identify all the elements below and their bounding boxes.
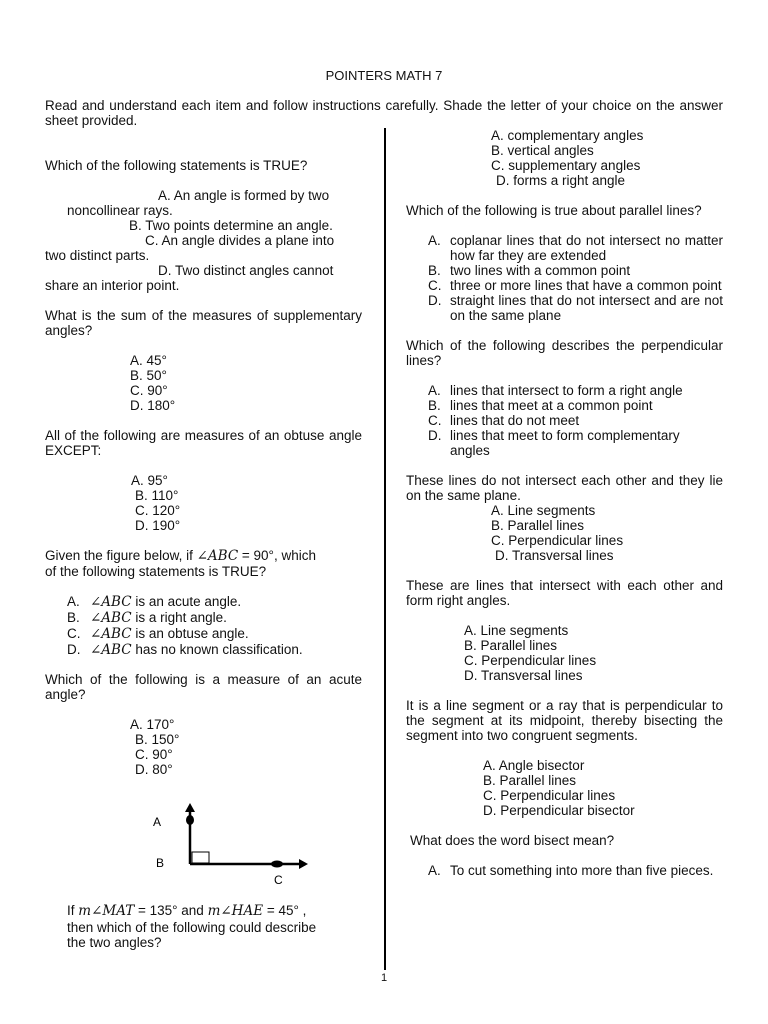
option-text: three or more lines that have a common point — [450, 278, 722, 293]
option-letter: B. — [67, 610, 80, 625]
column-divider — [384, 128, 386, 970]
question-11 — [406, 698, 723, 818]
question-text-part: = 135° and — [134, 903, 208, 918]
option-c: C. 90° — [130, 383, 168, 398]
option-c: C. An angle divides a plane into — [145, 233, 335, 248]
option-b: B. Two points determine an angle. — [129, 218, 333, 233]
option-c: C. Perpendicular lines — [491, 533, 624, 548]
question-1 — [45, 158, 362, 293]
question-text: Which of the following statements is TRUE? — [45, 158, 308, 173]
option-b: B. vertical angles — [491, 143, 594, 158]
option-b — [67, 610, 362, 626]
question-4 — [45, 548, 362, 658]
question-text-cont: then which of the following could describe — [67, 919, 317, 935]
option-d: D. 190° — [135, 518, 181, 533]
option-letter: D. — [428, 293, 442, 308]
angle-symbol: ∠ABC — [90, 642, 132, 658]
option-d: D. Transversal lines — [464, 668, 583, 683]
option-letter: C. — [428, 413, 442, 428]
question-text: Which of the following is a measure of an acute angle? — [45, 672, 362, 702]
question-5 — [45, 672, 362, 777]
option-a: A. 45° — [130, 353, 167, 368]
question-text: It is a line segment or a ray that is perpendicular to the segment at its midpoint, thereby bisecting the segment into two congruent segments. — [406, 698, 723, 743]
option-a — [428, 233, 723, 263]
option-a: A. Angle bisector — [483, 758, 585, 773]
question-9 — [406, 473, 723, 563]
label-a: A — [153, 815, 162, 829]
question-7 — [406, 203, 723, 323]
question-text — [67, 903, 367, 920]
question-text-part: = 45° , — [263, 903, 307, 918]
question-8 — [406, 338, 723, 458]
question-text-part: = 90°, which — [238, 548, 316, 563]
angle-abc-figure — [140, 800, 320, 890]
option-a: A. complementary angles — [491, 128, 644, 143]
option-d: D. Transversal lines — [495, 548, 614, 563]
option-c: C. 90° — [135, 747, 173, 762]
option-d: D. 180° — [130, 398, 176, 413]
option-text: lines that meet at a common point — [450, 398, 653, 413]
option-letter: A. — [428, 233, 441, 248]
arrow-right-icon — [299, 859, 308, 869]
question-text: All of the following are measures of an obtuse angle EXCEPT: — [45, 428, 362, 458]
arrow-up-icon — [185, 803, 195, 812]
angle-symbol: ∠ABC — [196, 548, 239, 564]
option-d: D. Two distinct angles cannot — [158, 263, 334, 278]
question-text: What is the sum of the measures of supplementary angles? — [45, 308, 362, 338]
question-text-part: If — [67, 903, 79, 918]
option-list — [406, 383, 723, 458]
option-letter: A. — [67, 594, 80, 609]
option-text: is an obtuse angle. — [131, 626, 249, 641]
option-text: lines that intersect to form a right angle — [450, 383, 683, 398]
option-d: D. 80° — [135, 762, 173, 777]
question-text: These are lines that intersect with each other and form right angles. — [406, 578, 723, 608]
option-a — [428, 383, 723, 398]
option-text: lines that do not meet — [450, 413, 580, 428]
right-angle-mark — [192, 852, 209, 863]
question-text-cont: the two angles? — [67, 935, 162, 950]
option-c: C. Perpendicular lines — [464, 653, 597, 668]
option-b — [428, 263, 723, 278]
option-d — [428, 293, 723, 323]
question-12 — [406, 833, 723, 878]
option-a: A. An angle is formed by two — [158, 188, 330, 203]
option-text: has no known classification. — [131, 642, 303, 657]
right-column — [406, 128, 723, 878]
question-6 — [67, 903, 367, 951]
option-text: is an acute angle. — [131, 594, 242, 609]
question-2 — [45, 308, 362, 413]
option-list — [406, 233, 723, 323]
option-letter: B. — [428, 263, 441, 278]
option-d — [67, 642, 362, 658]
option-a — [67, 594, 362, 610]
option-c — [428, 278, 723, 293]
option-c: C. supplementary angles — [491, 158, 641, 173]
question-text: What does the word bisect mean? — [410, 833, 615, 848]
option-letter: C. — [67, 626, 81, 641]
option-b: B. Parallel lines — [464, 638, 558, 653]
angle-symbol: ∠ABC — [90, 626, 132, 642]
angle-symbol: ∠ABC — [90, 610, 132, 626]
option-b — [428, 398, 723, 413]
option-c: C. Perpendicular lines — [483, 788, 616, 803]
question-text: Which of the following describes the perpendicular lines? — [406, 338, 723, 368]
option-d: D. forms a right angle — [496, 173, 626, 188]
page-number: 1 — [380, 972, 388, 984]
label-c: C — [274, 873, 283, 887]
option-b: B. 150° — [135, 732, 180, 747]
option-d — [428, 428, 723, 458]
option-letter: C. — [428, 278, 442, 293]
option-d-cont: share an interior point. — [45, 278, 180, 293]
option-letter: D. — [428, 428, 442, 443]
option-list — [406, 863, 718, 878]
option-letter: A. — [428, 383, 441, 398]
angle-measure: m∠HAE — [207, 903, 264, 919]
option-a: A. 170° — [130, 717, 175, 732]
option-letter: A. — [428, 863, 441, 878]
option-a — [428, 863, 718, 878]
question-text-cont: of the following statements is TRUE? — [45, 564, 267, 579]
option-list — [45, 594, 362, 658]
angle-measure: m∠MAT — [78, 903, 135, 919]
question-text: Which of the following is true about parallel lines? — [406, 203, 702, 218]
label-b: B — [156, 856, 165, 870]
option-b: B. 110° — [135, 488, 179, 503]
option-text: straight lines that do not intersect and are not on the same plane — [450, 293, 723, 323]
option-c: C. 120° — [135, 503, 181, 518]
option-c-cont: two distinct parts. — [45, 248, 150, 263]
question-3 — [45, 428, 362, 533]
left-column — [45, 158, 362, 777]
option-b: B. 50° — [130, 368, 167, 383]
instructions: Read and understand each item and follow instructions carefully. Shade the letter of your choice on the answer sheet provided. — [45, 98, 723, 128]
option-text: lines that meet to form complementary angles — [450, 428, 680, 458]
option-c — [67, 626, 362, 642]
option-b: B. Parallel lines — [483, 773, 577, 788]
point-a — [186, 815, 194, 825]
option-a-cont: noncollinear rays. — [67, 203, 173, 218]
option-a: A. Line segments — [464, 623, 569, 638]
option-d: D. Perpendicular bisector — [483, 803, 635, 818]
question-text: These lines do not intersect each other and they lie on the same plane. — [406, 473, 723, 503]
option-c — [428, 413, 723, 428]
point-c — [271, 861, 283, 868]
option-text: is a right angle. — [131, 610, 227, 625]
question-text-part: Given the figure below, if — [45, 548, 197, 563]
option-b: B. Parallel lines — [491, 518, 585, 533]
question-text — [45, 548, 362, 564]
option-text: coplanar lines that do not intersect no matter how far they are extended — [450, 233, 723, 263]
question-6-options — [406, 128, 723, 188]
option-text: To cut something into more than five pieces. — [450, 863, 714, 878]
option-letter: B. — [428, 398, 441, 413]
option-a: A. Line segments — [491, 503, 596, 518]
option-a: A. 95° — [131, 473, 168, 488]
option-text: two lines with a common point — [450, 263, 631, 278]
page-title: POINTERS MATH 7 — [325, 68, 443, 83]
option-letter: D. — [67, 642, 81, 657]
question-10 — [406, 578, 723, 683]
angle-symbol: ∠ABC — [90, 594, 132, 610]
